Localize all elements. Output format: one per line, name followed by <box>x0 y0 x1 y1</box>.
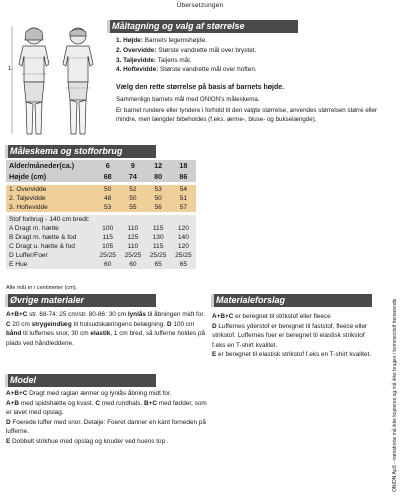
measure-item: 3. Taljevidde: Taljens mål. <box>116 56 192 64</box>
fabric-title-row: Stof forbrug - 140 cm bredt: <box>6 215 196 224</box>
table-header-row: Alder/måneder(ca.) 6 9 12 18 <box>6 160 196 171</box>
table-row: A Dragt m. hætte 100 110 115 120 <box>6 224 196 233</box>
model-line: D Foerede luffer med snor. Detalje: Foeret danner en kant forneden på lufferne. <box>6 418 206 436</box>
page-header-label: Übersetzungen <box>176 2 224 9</box>
table-row: C Dragt u. hætte & fod 105 110 115 120 <box>6 242 196 251</box>
table-row: D Luffer/Foer 25/25 25/25 25/25 25/25 <box>6 251 196 260</box>
copyright-vertical <box>391 272 398 492</box>
table-header-row: Højde (cm) 68 74 80 86 <box>6 171 196 182</box>
units-note: Alle mål er i centimeter (cm). <box>6 285 78 291</box>
measure-item: 4. Hoftevidde: Største vandrette mål over hoften. <box>116 66 257 74</box>
measurement-section-title: Måltagning og valg af størrelse <box>112 21 245 31</box>
compare-instruction: Sammenlign barnets mål med ONION's måleskema. <box>116 96 260 103</box>
header-accent <box>107 20 110 33</box>
measure-item: 1. Højde: Barnets legemshøjde. <box>116 37 207 44</box>
size-chart-header <box>6 145 156 158</box>
model-line: A+B+C Dragt med raglan ærmer og lynlås åbning midt for. <box>6 390 172 397</box>
size-chart-table <box>6 160 196 269</box>
table-row: B Dragt m. hætte & fod 115 125 130 140 <box>6 233 196 242</box>
model-title: Model <box>10 375 36 385</box>
table-row: 1. Overvidde 50 52 53 54 <box>6 185 196 194</box>
model-text <box>6 389 211 447</box>
header-accent <box>5 145 8 158</box>
header-accent <box>5 294 8 307</box>
measurement-list <box>116 36 396 75</box>
material-paragraph: E er beregnet til elastisk strikstof f.eks en T-shirt kvalitet. <box>212 351 372 359</box>
size-chart-title: Måleskema og stofforbrug <box>10 146 123 156</box>
size-advice: Er barnet rundere eller tyndere i forhold til den valgte størrelse, anvendes størrelsen større eller mindre, men længder bibeholdes (f.eks. ærme-, bluse- og bukselængde). <box>116 107 378 123</box>
material-paragraph: A+B+C er beregnet til strikstof eller fleece <box>212 313 331 320</box>
table-row: 2. Taljevidde 48 50 50 51 <box>6 194 196 203</box>
figure-label-1: 1. <box>8 66 14 72</box>
header-accent <box>5 374 8 387</box>
copyright-text: ONION ApS - mønstrene må ikke kopieres og må ikke bruges i kommercielt henseende. <box>392 297 398 492</box>
measure-item: 2. Overvidde: Største vandrette mål over brystet. <box>116 46 257 54</box>
children-figures-illustration <box>6 22 106 142</box>
material-paragraph: D Luffernes yderstof er beregnet til faststof, fleece eller strikstof. Luffernes foer er beregnet til elastisk strikstof f.eks en T-shirt kvalitet. <box>212 322 368 349</box>
model-line: A+B med spidshætte og kvast. C med rundhals. B+C med fødder, som er lavet med opslag. <box>6 399 207 417</box>
material-suggestion-title: Materialeforslag <box>216 295 286 305</box>
material-suggestion-text <box>212 312 372 360</box>
table-row: 3. Hoftevidde 53 55 56 57 <box>6 203 196 212</box>
measurement-figures <box>6 22 106 142</box>
measurement-section-header <box>108 20 298 33</box>
model-header <box>6 374 156 387</box>
choose-size-instruction: Vælg den rette størrelse på basis af barnets højde. <box>116 84 285 91</box>
other-materials-header <box>6 294 156 307</box>
table-row: E Hue 60 60 65 65 <box>6 260 196 269</box>
other-materials-text: A+B+C str. 68-74: 25 cm/str. 80-86: 30 cm lynlås til åbningen midt for. C 20 cm strygeindlæg til holsudskæringens belægning. D 100 cm bånd til luffernes snor, 30 cm elastik, 1 cm bred, så lufferne holdes på plads ved håndleddene. <box>6 311 206 347</box>
model-line: E Dobbelt strikhue med opslag og knuder ved huens top . <box>6 437 169 445</box>
header-accent <box>211 294 214 307</box>
material-suggestion-header <box>212 294 372 307</box>
other-materials-title: Øvrige materialer <box>10 295 85 305</box>
